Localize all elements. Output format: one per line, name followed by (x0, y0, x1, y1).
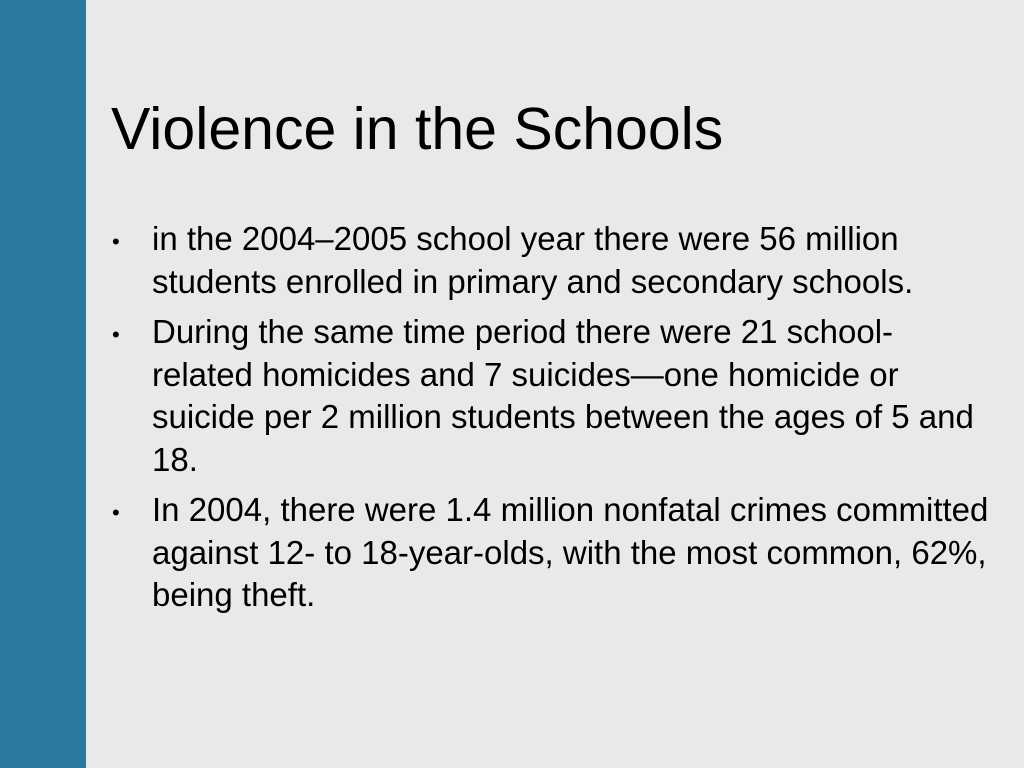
bullet-item (110, 489, 990, 617)
bullet-dot-icon: • (112, 322, 120, 347)
bullet-dot-icon: • (112, 229, 120, 254)
bullet-item (110, 311, 990, 481)
bullet-text: In 2004, there were 1.4 million nonfatal crimes committed against 12- to 18-year-olds, with the most common, 62%, being theft. (152, 491, 989, 613)
bullet-text: in the 2004–2005 school year there were 56 million students enrolled in primary and secondary schools. (152, 220, 914, 300)
slide-title: Violence in the Schools (111, 96, 724, 162)
bullet-item (110, 218, 990, 303)
bullet-list (110, 218, 990, 625)
accent-sidebar (0, 0, 86, 768)
bullet-text: During the same time period there were 21 school-related homicides and 7 suicides—one homicide or suicide per 2 million students between the ages of 5 and 18. (152, 313, 974, 478)
bullet-dot-icon: • (112, 500, 120, 525)
